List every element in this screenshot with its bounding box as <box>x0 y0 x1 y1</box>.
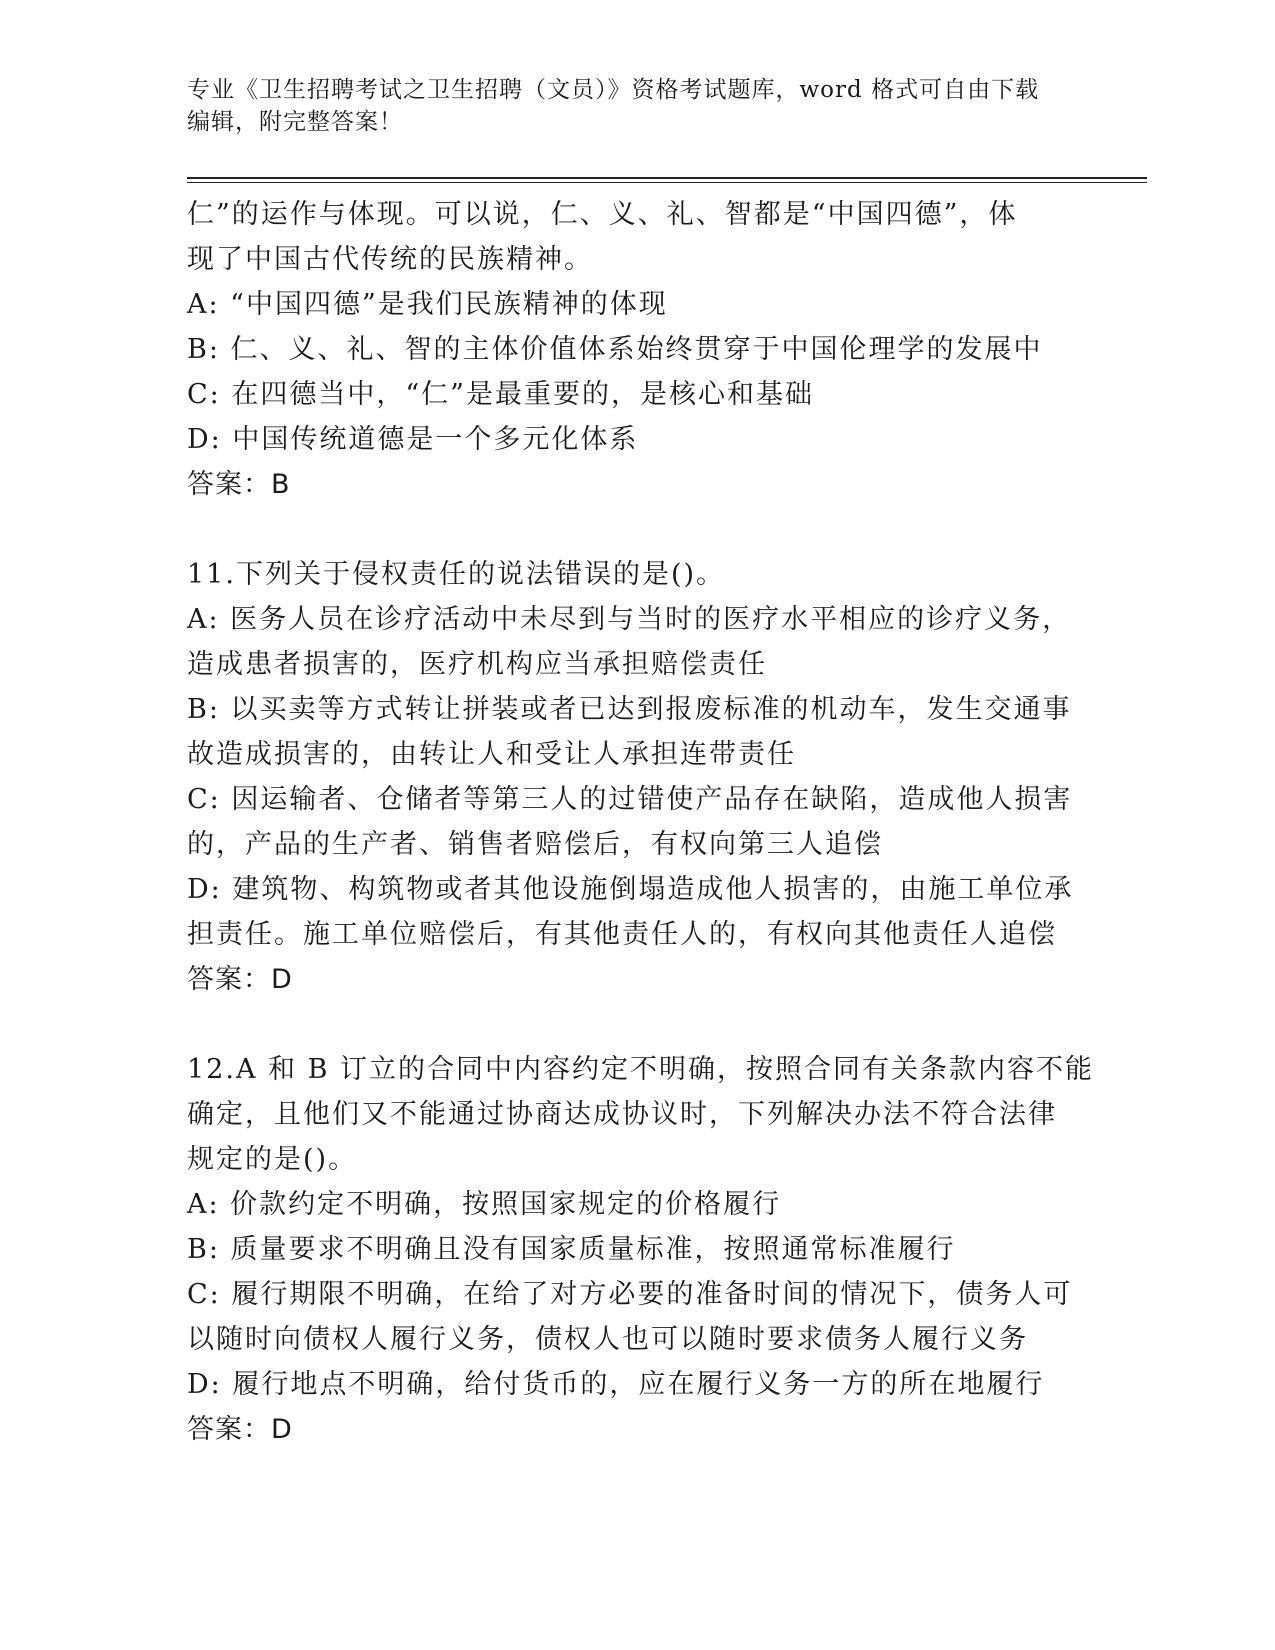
option-b: B: 质量要求不明确且没有国家质量标准，按照通常标准履行 <box>187 1234 956 1265</box>
question-title-continued: 规定的是()。 <box>187 1144 358 1175</box>
spacer <box>187 1002 1087 1047</box>
header-divider-thick <box>187 177 1147 179</box>
option-a-continued: 造成患者损害的，医疗机构应当承担赔偿责任 <box>187 649 767 680</box>
option-b: B: 以买卖等方式转让拼装或者已达到报废标准的机动车，发生交通事 <box>187 694 1072 725</box>
question-title: 12.A 和 B 订立的合同中内容约定不明确，按照合同有关条款内容不能 <box>187 1054 1095 1085</box>
option-c: C: 在四德当中，“仁”是最重要的，是核心和基础 <box>187 379 814 410</box>
answer-label: 答案：D <box>187 1414 293 1445</box>
option-c: C: 因运输者、仓储者等第三人的过错使产品存在缺陷，造成他人损害 <box>187 784 1073 815</box>
header-line-2: 编辑，附完整答案！ <box>187 109 403 135</box>
question-11 <box>187 552 1087 1002</box>
header-line-1: 专业《卫生招聘考试之卫生招聘（文员）》资格考试题库，word 格式可自由下载 <box>187 77 1040 103</box>
page-header <box>187 74 1087 138</box>
option-d-continued: 担责任。施工单位赔偿后，有其他责任人的，有权向其他责任人追偿 <box>187 919 1057 950</box>
question-10-continuation <box>187 192 1087 507</box>
option-b-continued: 故造成损害的，由转让人和受让人承担连带责任 <box>187 739 796 770</box>
option-b: B: 仁、义、礼、智的主体价值体系始终贯穿于中国伦理学的发展中 <box>187 334 1043 365</box>
option-d: D: 中国传统道德是一个多元化体系 <box>187 424 639 455</box>
question-text-line: 现了中国古代传统的民族精神。 <box>187 244 593 275</box>
option-d: D: 建筑物、构筑物或者其他设施倒塌造成他人损害的，由施工单位承 <box>187 874 1074 905</box>
option-a: A: 医务人员在诊疗活动中未尽到与当时的医疗水平相应的诊疗义务， <box>187 604 1072 635</box>
answer-label: 答案：D <box>187 964 293 995</box>
option-a: A: 价款约定不明确，按照国家规定的价格履行 <box>187 1189 782 1220</box>
question-title: 11.下列关于侵权责任的说法错误的是()。 <box>187 559 726 590</box>
document-body <box>187 192 1095 1452</box>
question-text-line: 仁”的运作与体现。可以说，仁、义、礼、智都是“中国四德”，体 <box>187 199 1018 230</box>
option-c-continued: 的，产品的生产者、销售者赔偿后，有权向第三人追偿 <box>187 829 883 860</box>
option-a: A: “中国四德”是我们民族精神的体现 <box>187 289 668 320</box>
answer-label: 答案：B <box>187 469 291 500</box>
question-12 <box>187 1047 1095 1452</box>
option-c: C: 履行期限不明确，在给了对方必要的准备时间的情况下，债务人可 <box>187 1279 1073 1310</box>
option-c-continued: 以随时向债权人履行义务，债权人也可以随时要求债务人履行义务 <box>187 1324 1028 1355</box>
spacer <box>187 507 1087 552</box>
question-title-continued: 确定，且他们又不能通过协商达成协议时，下列解决办法不符合法律 <box>187 1099 1057 1130</box>
option-d: D: 履行地点不明确，给付货币的，应在履行义务一方的所在地履行 <box>187 1369 1045 1400</box>
header-divider-thin <box>187 182 1147 183</box>
